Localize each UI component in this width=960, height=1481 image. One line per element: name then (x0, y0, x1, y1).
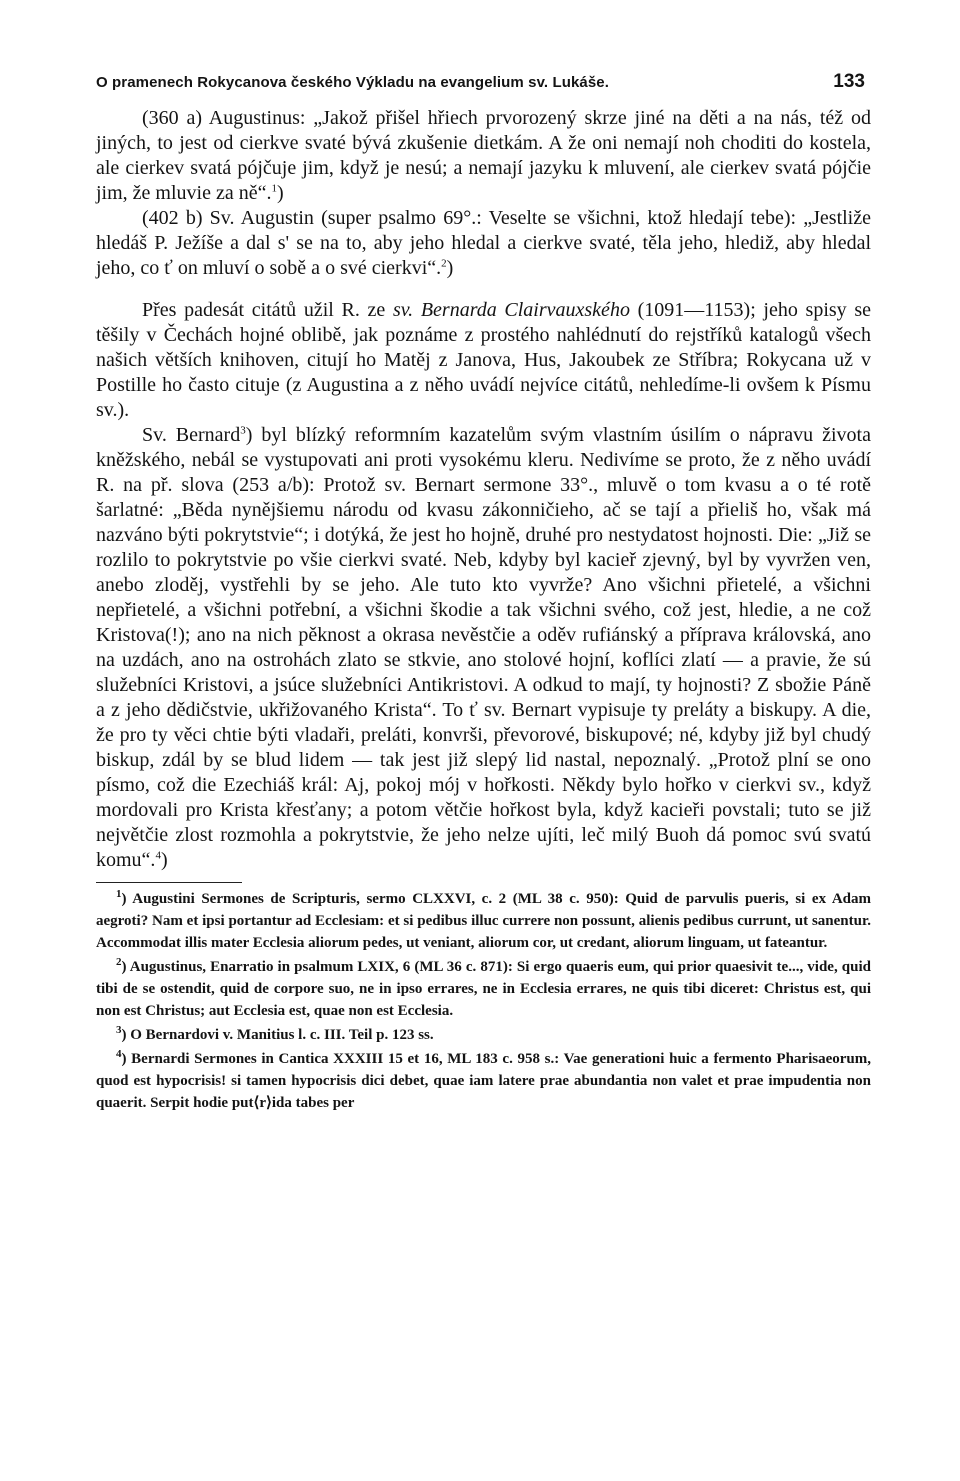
footnote-3 (96, 1024, 871, 1046)
footnote-ref-2: 2 (441, 257, 447, 270)
footnote-mark: 1 (116, 888, 122, 900)
paragraph-text: (402 b) Sv. Augustin (super psalmo 69°.: Veselte se všichni, ktož hledají tebe): „Jestliže hledáš P. Ježíše a dal s' se na to, aby jeho hledal a cierkve svaté, těla jeho, hlediž, aby hledal jeho, co ť on mluví o sobě a o své cierkvi“. (96, 207, 871, 279)
bernard-name-italic: sv. Bernarda Clairvauxského (392, 299, 630, 321)
footnote-text: ) Augustini Sermones de Scripturis, sermo CLXXVI, c. 2 (ML 38 c. 950): Quid de parvulis pueris, si ex Adam aegroti? Nam et ipsi portantur ad Ecclesiam: et si pedibus illuc currere non possunt, alienis pedibus currunt, ut sanentur. Accommodat illis mater Ecclesia aliorum pedes, ut veniant, aliorum cor, ut credant, aliorum linguam, ut fateantur. (96, 891, 871, 951)
footnotes (96, 888, 871, 1114)
book-page (96, 62, 871, 1116)
running-header (96, 62, 871, 92)
footnote-ref-paren: ) (446, 257, 454, 279)
paragraph-text: (1091—1153); jeho spisy se těšily v Čechách hojné oblibě, jak poznáme z prostého nahlédnutí do rejstříků katalogů všech našich větších knihoven, citují ho Matěj z Janova, Hus, Jakoubek ze Stříbra; Rokycana už v Postille ho často cituje (z Augustina a z něho uvádí nejvíce citátů, nehledíme-li ovšem k Písmu sv.). (96, 299, 872, 421)
footnote-ref-paren: ) (276, 182, 284, 204)
paragraph-text: ) byl blízký reformním kazatelům svým vlastním úsilím o nápravu života kněžského, nebál se vystupovati ani proti vysokému kleru. Nedivíme se proto, že z něho uvádí R. na př. slova (253 a/b): Protož sv. Bernart sermone 33°., mluvě o tom kvasu a o té rotě šarlatné: „Běda nynějšiemu národu od kvasu zákonničieho, ač se tají a přieliš ho, však má nazváno býti pokrytstvie“; i dotýká, že jest ho hojně, druhé pro nestydatost hojnosti. Die: „Již se rozlilo to pokrytstvie po všie cierkvi svaté. Neb, kdyby byl kacieř zjevný, byl by vyvržen ven, anebo zloděj, vystřehli by se jeho. Ale tuto kto vyvrže? Ano všichni přietelé, a všichni nepřietelé, a všichni potřební, a všichni škodie a tak všichni svého, což jest, hledie, a ne což Kristova(!); ano na nich pěknost a okrasa nevěstčie a oděv rufiánský a příprava královská, ano na uzdách, ano na ostrohách zlato se stkvie, ano stolové hojní, koflíci zlatí — a pravie, že sú služebníci Kristovi, a jsúce služebníci Antikristovi. A odkud to mají, ty hojnosti? Z sbožie Páně a z jeho dědičstvie, ukřižovaného Krista“. To ť sv. Bernart vypisuje ty preláty a biskupy. A die, že pro ty věci chtie býti vladaři, preláti, konvrši, převorové, biskupové; né, kdyby již byl chudý biskup, zdál by se blud lidem — tak jest již slepý lid nastal, nepoznalý. „Protož plní se ono písmo, což die Ezechiáš král: Aj, pokoj mój v hořkosti. Někdy bylo hořko v cierkvi sv., když mordovali pro Krista křesťany; a potom větčie hořkost byla, když kacieři povstali; tuto se již největčie zlost rozmohla a pokrytstvie, že jeho nelze ujíti, leč milý Buoh dá pomoc svú svatú komu“. (96, 424, 871, 871)
paragraph-augustin-402b (96, 206, 871, 281)
paragraph-bernard-citations (96, 298, 871, 423)
page-number: 133 (833, 71, 865, 92)
paragraph-text: Sv. Bernard (142, 424, 241, 446)
footnote-ref-4: 4 (155, 849, 161, 862)
paragraph-augustinus-360a (96, 106, 871, 206)
footnote-4 (96, 1048, 871, 1114)
footnote-ref-3: 3 (240, 424, 246, 437)
paragraph-text: (360 a) Augustinus: „Jakož přišel hřiech prvorozený skrze jiné na děti a na nás, též od jiných, to jest od cierkve svaté bývá zkušenie dietkám. A že oni nemají noh choditi do kostela, ale cierkev svatá pójčuje jim, když je nesú; a nemají jazyku k mluvení, ale cierkev svatá pójčie jim, že mluvie za ně“. (96, 107, 871, 204)
footnote-divider (96, 882, 242, 883)
paragraph-text: Přes padesát citátů užil R. ze (142, 299, 393, 321)
main-text (96, 106, 871, 873)
running-title: O pramenech Rokycanova českého Výkladu na evangelium sv. Lukáše. (96, 74, 610, 91)
footnote-mark: 3 (116, 1024, 122, 1036)
footnote-mark: 2 (116, 956, 122, 968)
footnote-1 (96, 888, 871, 954)
footnote-2 (96, 956, 871, 1022)
footnote-ref-1: 1 (271, 182, 277, 195)
footnote-ref-paren: ) (160, 849, 168, 871)
footnote-mark: 4 (116, 1048, 122, 1060)
paragraph-bernard-reform (96, 423, 871, 873)
footnote-text: ) Augustinus, Enarratio in psalmum LXIX, 6 (ML 36 c. 871): Si ergo quaeris eum, qui prior quaesivit te..., vide, quid tibi de se ostendit, quid de corpore suo, ne in ipso errares, ne in Ecclesia errares, ne quis tibi diceret: Christus est, qui non est Christus; aut Ecclesia est, quae non est Ecclesia. (96, 959, 871, 1019)
footnote-text: ) O Bernardovi v. Manitius l. c. III. Teil p. 123 ss. (121, 1027, 434, 1043)
footnote-text: ) Bernardi Sermones in Cantica XXXIII 15 et 16, ML 183 c. 958 s.: Vae generationi huic a fermento Pharisaeorum, quod est hypocrisis! si tamen hypocrisis dici debet, quae iam latere prae abundantia non valet et prae impudentia non quaerit. Serpit hodie put⟨r⟩ida tabes per (96, 1051, 871, 1111)
